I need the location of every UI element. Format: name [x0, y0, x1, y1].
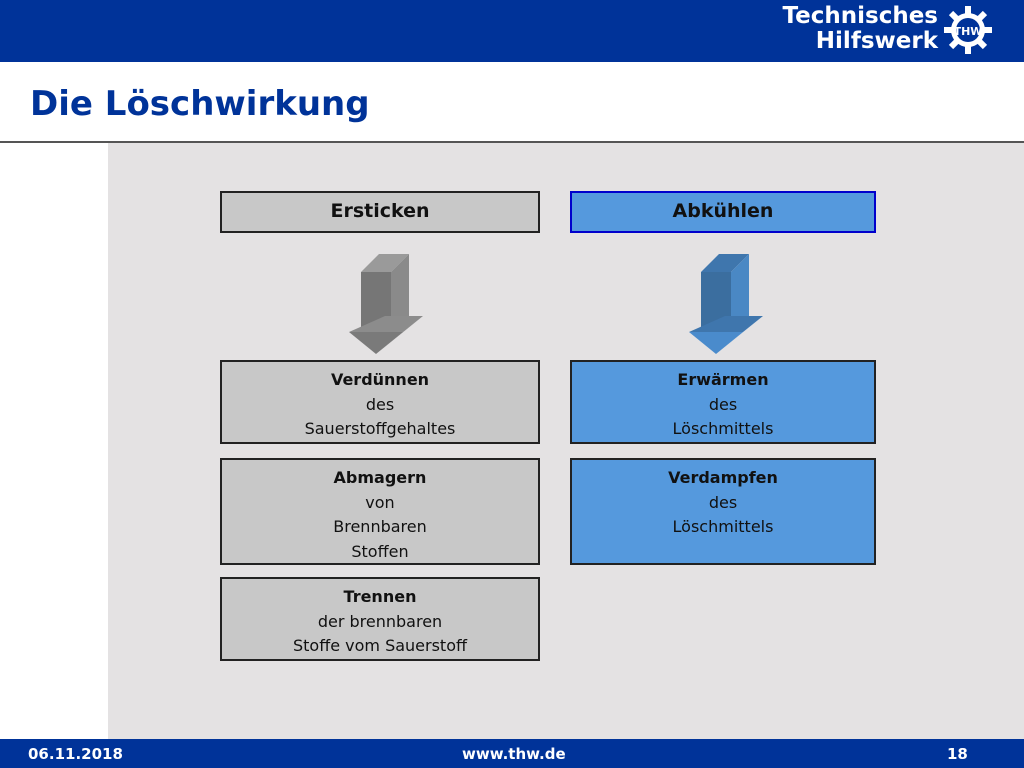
box-title: Trennen	[343, 587, 417, 606]
box-abmagern	[220, 458, 540, 565]
box-line: Brennbaren	[333, 517, 427, 536]
page-number: 18	[947, 745, 968, 763]
box-line: Sauerstoffgehaltes	[304, 419, 456, 438]
box-line: Stoffe vom Sauerstoff	[292, 636, 468, 655]
box-title: Abmagern	[333, 468, 427, 487]
box-verduennen	[220, 360, 540, 444]
box-title: Verdünnen	[330, 370, 430, 389]
heading-abkuehlen: Abkühlen	[570, 191, 876, 233]
logo-line-2: Hilfswerk	[815, 28, 938, 54]
logo-mark: THW	[953, 25, 983, 38]
box-line: der brennbaren	[317, 611, 443, 631]
thw-logo	[762, 4, 992, 58]
box-line: des	[708, 492, 738, 512]
box-line: von	[365, 492, 395, 512]
footer-bar	[0, 739, 1024, 768]
box-line: Löschmittels	[672, 517, 774, 536]
footer-url: www.thw.de	[462, 745, 566, 763]
box-title: Verdampfen	[668, 468, 778, 487]
heading-ersticken: Ersticken	[220, 191, 540, 233]
footer-date: 06.11.2018	[28, 745, 123, 763]
box-line: Löschmittels	[672, 419, 774, 438]
box-line: Stoffen	[351, 541, 409, 561]
logo-text	[766, 4, 938, 54]
header-bar	[0, 0, 1024, 62]
page-title: Die Löschwirkung	[30, 84, 370, 124]
arrow-down-icon	[685, 254, 765, 354]
box-trennen	[220, 577, 540, 661]
box-title: Erwärmen	[677, 370, 769, 389]
arrow-down-icon	[345, 254, 425, 354]
logo-line-1: Technisches	[782, 3, 938, 29]
box-line: des	[365, 394, 395, 414]
gear-icon	[944, 6, 992, 54]
box-line: des	[708, 394, 738, 414]
box-erwaermen	[570, 360, 876, 444]
box-verdampfen	[570, 458, 876, 565]
